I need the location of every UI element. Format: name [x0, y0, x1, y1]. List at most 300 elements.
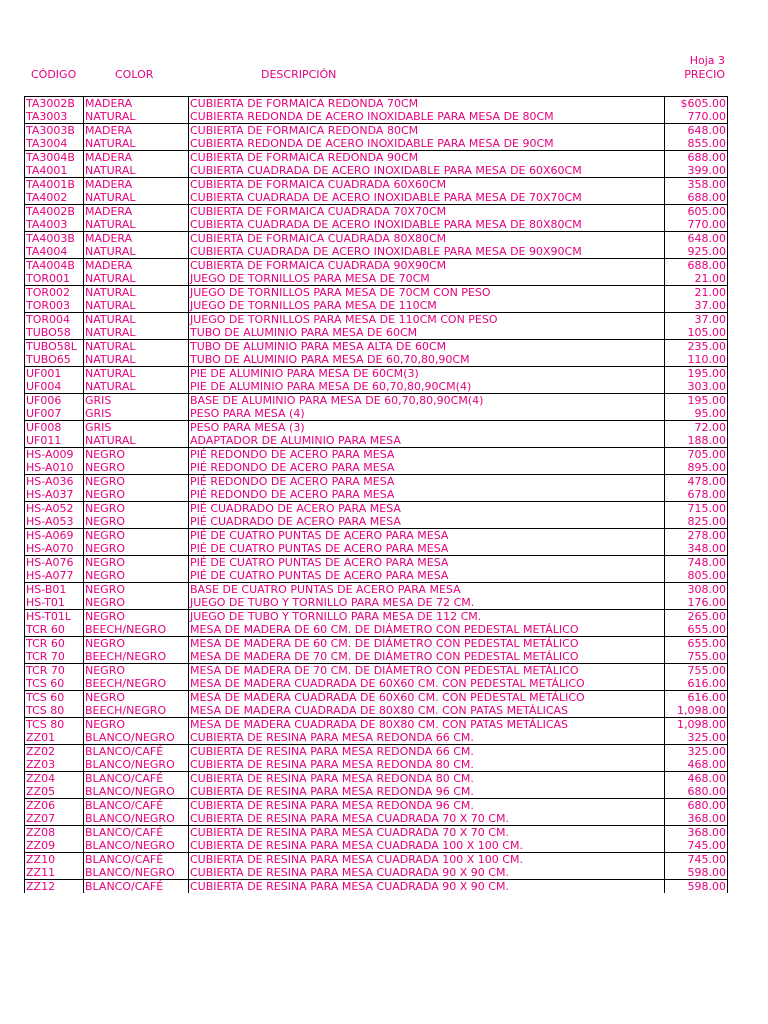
codigo-cell: HS-A009 — [25, 448, 84, 462]
precio-cell: 468.00 — [665, 758, 728, 772]
color-cell: BLANCO/NEGRO — [84, 812, 189, 826]
precio-cell: 105.00 — [665, 326, 728, 340]
column-header-color: COLOR — [115, 68, 154, 81]
codigo-cell: UF004 — [25, 380, 84, 394]
precio-cell: 705.00 — [665, 448, 728, 462]
color-cell: NATURAL — [84, 218, 189, 232]
precio-cell: 855.00 — [665, 137, 728, 151]
table-row — [25, 367, 728, 381]
color-cell: BEECH/NEGRO — [84, 677, 189, 691]
color-cell: BLANCO/NEGRO — [84, 758, 189, 772]
table-row — [25, 853, 728, 867]
descripcion-cell: CUBIERTA DE FORMAICA CUADRADA 60X60CM — [189, 178, 665, 192]
descripcion-cell: JUEGO DE TORNILLOS PARA MESA DE 70CM CON PESO — [189, 286, 665, 300]
codigo-cell: HS-A010 — [25, 461, 84, 475]
codigo-cell: ZZ12 — [25, 880, 84, 894]
descripcion-cell: PIÉ DE CUATRO PUNTAS DE ACERO PARA MESA — [189, 529, 665, 543]
column-header-descripcion: DESCRIPCIÓN — [261, 68, 337, 81]
descripcion-cell: MESA DE MADERA CUADRADA DE 60X60 CM. CON PEDESTAL METÁLICO — [189, 677, 665, 691]
descripcion-cell: ADAPTADOR DE ALUMINIO PARA MESA — [189, 434, 665, 448]
codigo-cell: HS-A037 — [25, 488, 84, 502]
precio-cell: 616.00 — [665, 691, 728, 705]
descripcion-cell: BASE DE ALUMINIO PARA MESA DE 60,70,80,90CM(4) — [189, 394, 665, 408]
table-row — [25, 110, 728, 124]
color-cell: NEGRO — [84, 583, 189, 597]
color-cell: MADERA — [84, 178, 189, 192]
precio-cell: 745.00 — [665, 853, 728, 867]
descripcion-cell: PIÉ DE CUATRO PUNTAS DE ACERO PARA MESA — [189, 542, 665, 556]
codigo-cell: HS-A069 — [25, 529, 84, 543]
color-cell: BEECH/NEGRO — [84, 623, 189, 637]
codigo-cell: TCR 60 — [25, 623, 84, 637]
codigo-cell: TA3003B — [25, 124, 84, 138]
color-cell: NATURAL — [84, 137, 189, 151]
page-label: Hoja 3 — [689, 54, 725, 67]
codigo-cell: ZZ04 — [25, 772, 84, 786]
color-cell: NEGRO — [84, 718, 189, 732]
descripcion-cell: CUBIERTA DE RESINA PARA MESA CUADRADA 70 X 70 CM. — [189, 826, 665, 840]
descripcion-cell: TUBO DE ALUMINIO PARA MESA ALTA DE 60CM — [189, 340, 665, 354]
table-row — [25, 664, 728, 678]
precio-cell: 37.00 — [665, 313, 728, 327]
color-cell: MADERA — [84, 259, 189, 273]
color-cell: BLANCO/CAFÉ — [84, 826, 189, 840]
table-row — [25, 380, 728, 394]
color-cell: NEGRO — [84, 515, 189, 529]
color-cell: NATURAL — [84, 353, 189, 367]
codigo-cell: TA3003 — [25, 110, 84, 124]
descripcion-cell: JUEGO DE TORNILLOS PARA MESA DE 110CM CON PESO — [189, 313, 665, 327]
color-cell: BLANCO/NEGRO — [84, 866, 189, 880]
descripcion-cell: CUBIERTA CUADRADA DE ACERO INOXIDABLE PARA MESA DE 60X60CM — [189, 164, 665, 178]
codigo-cell: TCR 70 — [25, 664, 84, 678]
table-row — [25, 245, 728, 259]
table-row — [25, 259, 728, 273]
descripcion-cell: TUBO DE ALUMINIO PARA MESA DE 60,70,80,90CM — [189, 353, 665, 367]
table-row — [25, 326, 728, 340]
codigo-cell: TA4002 — [25, 191, 84, 205]
color-cell: NEGRO — [84, 610, 189, 624]
precio-cell: 399.00 — [665, 164, 728, 178]
descripcion-cell: CUBIERTA DE FORMAICA CUADRADA 70X70CM — [189, 205, 665, 219]
descripcion-cell: TUBO DE ALUMINIO PARA MESA DE 60CM — [189, 326, 665, 340]
descripcion-cell: CUBIERTA REDONDA DE ACERO INOXIDABLE PARA MESA DE 90CM — [189, 137, 665, 151]
descripcion-cell: PIÉ DE CUATRO PUNTAS DE ACERO PARA MESA — [189, 556, 665, 570]
table-row — [25, 785, 728, 799]
descripcion-cell: CUBIERTA DE FORMAICA REDONDA 80CM — [189, 124, 665, 138]
descripcion-cell: CUBIERTA DE FORMAICA CUADRADA 90X90CM — [189, 259, 665, 273]
descripcion-cell: PIE DE ALUMINIO PARA MESA DE 60,70,80,90CM(4) — [189, 380, 665, 394]
descripcion-cell: MESA DE MADERA DE 60 CM. DE DIÁMETRO CON PEDESTAL METÁLICO — [189, 623, 665, 637]
descripcion-cell: MESA DE MADERA DE 70 CM. DE DIÁMETRO CON PEDESTAL METÁLICO — [189, 664, 665, 678]
precio-cell: 655.00 — [665, 623, 728, 637]
color-cell: GRIS — [84, 421, 189, 435]
codigo-cell: TA4004B — [25, 259, 84, 273]
descripcion-cell: JUEGO DE TORNILLOS PARA MESA DE 70CM — [189, 272, 665, 286]
table-row — [25, 583, 728, 597]
color-cell: BLANCO/CAFÉ — [84, 853, 189, 867]
precio-cell: 308.00 — [665, 583, 728, 597]
codigo-cell: TA3002B — [25, 97, 84, 111]
descripcion-cell: BASE DE CUATRO PUNTAS DE ACERO PARA MESA — [189, 583, 665, 597]
precio-cell: 188.00 — [665, 434, 728, 448]
precio-cell: 110.00 — [665, 353, 728, 367]
color-cell: BLANCO/CAFÉ — [84, 880, 189, 894]
color-cell: NATURAL — [84, 326, 189, 340]
table-row — [25, 799, 728, 813]
precio-cell: 598.00 — [665, 866, 728, 880]
codigo-cell: TCR 60 — [25, 637, 84, 651]
table-row — [25, 421, 728, 435]
color-cell: NATURAL — [84, 191, 189, 205]
codigo-cell: HS-A076 — [25, 556, 84, 570]
color-cell: NATURAL — [84, 434, 189, 448]
precio-cell: 616.00 — [665, 677, 728, 691]
descripcion-cell: PIÉ CUADRADO DE ACERO PARA MESA — [189, 515, 665, 529]
descripcion-cell: MESA DE MADERA CUADRADA DE 80X80 CM. CON PATAS METÁLICAS — [189, 718, 665, 732]
color-cell: NEGRO — [84, 542, 189, 556]
precio-cell: 325.00 — [665, 731, 728, 745]
descripcion-cell: PIÉ REDONDO DE ACERO PARA MESA — [189, 475, 665, 489]
precio-cell: 678.00 — [665, 488, 728, 502]
color-cell: NATURAL — [84, 299, 189, 313]
descripcion-cell: PIÉ REDONDO DE ACERO PARA MESA — [189, 488, 665, 502]
descripcion-cell: PESO PARA MESA (3) — [189, 421, 665, 435]
precio-cell: 688.00 — [665, 151, 728, 165]
descripcion-cell: CUBIERTA DE FORMAICA CUADRADA 80X80CM — [189, 232, 665, 246]
codigo-cell: UF008 — [25, 421, 84, 435]
color-cell: NATURAL — [84, 380, 189, 394]
table-row — [25, 839, 728, 853]
precio-cell: 303.00 — [665, 380, 728, 394]
color-cell: NATURAL — [84, 367, 189, 381]
precio-cell: 468.00 — [665, 772, 728, 786]
color-cell: BLANCO/NEGRO — [84, 839, 189, 853]
precio-cell: 770.00 — [665, 218, 728, 232]
table-row — [25, 596, 728, 610]
color-cell: NATURAL — [84, 313, 189, 327]
table-row — [25, 866, 728, 880]
codigo-cell: TUBO65 — [25, 353, 84, 367]
codigo-cell: TA3004 — [25, 137, 84, 151]
precio-cell: 770.00 — [665, 110, 728, 124]
precio-cell: 680.00 — [665, 799, 728, 813]
table-row — [25, 556, 728, 570]
precio-cell: 72.00 — [665, 421, 728, 435]
precio-cell: 655.00 — [665, 637, 728, 651]
codigo-cell: ZZ09 — [25, 839, 84, 853]
table-row — [25, 610, 728, 624]
codigo-cell: ZZ11 — [25, 866, 84, 880]
precio-cell: 358.00 — [665, 178, 728, 192]
precio-cell: 715.00 — [665, 502, 728, 516]
color-cell: BLANCO/CAFÉ — [84, 745, 189, 759]
codigo-cell: TA4004 — [25, 245, 84, 259]
table-row — [25, 569, 728, 583]
precio-cell: 605.00 — [665, 205, 728, 219]
codigo-cell: TA4003 — [25, 218, 84, 232]
table-row — [25, 691, 728, 705]
table-row — [25, 880, 728, 894]
descripcion-cell: PIÉ REDONDO DE ACERO PARA MESA — [189, 461, 665, 475]
precio-cell: 755.00 — [665, 650, 728, 664]
codigo-cell: HS-A053 — [25, 515, 84, 529]
color-cell: NEGRO — [84, 488, 189, 502]
table-row — [25, 151, 728, 165]
color-cell: MADERA — [84, 124, 189, 138]
descripcion-cell: PIÉ DE CUATRO PUNTAS DE ACERO PARA MESA — [189, 569, 665, 583]
descripcion-cell: CUBIERTA DE RESINA PARA MESA REDONDA 96 CM. — [189, 799, 665, 813]
precio-cell: 1,098.00 — [665, 704, 728, 718]
precio-cell: 598.00 — [665, 880, 728, 894]
table-row — [25, 529, 728, 543]
precio-cell: 1,098.00 — [665, 718, 728, 732]
codigo-cell: TOR002 — [25, 286, 84, 300]
codigo-cell: TCS 60 — [25, 691, 84, 705]
table-row — [25, 448, 728, 462]
precio-cell: 325.00 — [665, 745, 728, 759]
color-cell: NATURAL — [84, 164, 189, 178]
descripcion-cell: CUBIERTA DE RESINA PARA MESA REDONDA 66 CM. — [189, 745, 665, 759]
precio-cell: 755.00 — [665, 664, 728, 678]
color-cell: BEECH/NEGRO — [84, 704, 189, 718]
table-row — [25, 650, 728, 664]
table-row — [25, 286, 728, 300]
precio-cell: 368.00 — [665, 812, 728, 826]
table-row — [25, 340, 728, 354]
codigo-cell: TA4003B — [25, 232, 84, 246]
precio-cell: 688.00 — [665, 259, 728, 273]
precio-cell: 895.00 — [665, 461, 728, 475]
table-row — [25, 313, 728, 327]
descripcion-cell: CUBIERTA DE RESINA PARA MESA CUADRADA 100 X 100 CM. — [189, 853, 665, 867]
precio-cell: 37.00 — [665, 299, 728, 313]
color-cell: BLANCO/CAFÉ — [84, 799, 189, 813]
descripcion-cell: CUBIERTA DE RESINA PARA MESA CUADRADA 90 X 90 CM. — [189, 880, 665, 894]
codigo-cell: ZZ05 — [25, 785, 84, 799]
table-row — [25, 407, 728, 421]
codigo-cell: TCR 70 — [25, 650, 84, 664]
precio-cell: 745.00 — [665, 839, 728, 853]
codigo-cell: UF001 — [25, 367, 84, 381]
descripcion-cell: JUEGO DE TUBO Y TORNILLO PARA MESA DE 112 CM. — [189, 610, 665, 624]
codigo-cell: HS-B01 — [25, 583, 84, 597]
precio-cell: 805.00 — [665, 569, 728, 583]
table-row — [25, 475, 728, 489]
codigo-cell: ZZ01 — [25, 731, 84, 745]
table-row — [25, 623, 728, 637]
column-header-codigo: CÓDIGO — [31, 68, 77, 81]
precio-cell: 265.00 — [665, 610, 728, 624]
precio-cell: 648.00 — [665, 124, 728, 138]
color-cell: NEGRO — [84, 664, 189, 678]
price-table — [24, 96, 728, 893]
descripcion-cell: JUEGO DE TUBO Y TORNILLO PARA MESA DE 72 CM. — [189, 596, 665, 610]
precio-cell: 368.00 — [665, 826, 728, 840]
table-row — [25, 353, 728, 367]
table-row — [25, 434, 728, 448]
color-cell: MADERA — [84, 97, 189, 111]
descripcion-cell: PIÉ REDONDO DE ACERO PARA MESA — [189, 448, 665, 462]
codigo-cell: TCS 80 — [25, 704, 84, 718]
precio-cell: 478.00 — [665, 475, 728, 489]
codigo-cell: ZZ03 — [25, 758, 84, 772]
codigo-cell: UF007 — [25, 407, 84, 421]
color-cell: NEGRO — [84, 596, 189, 610]
color-cell: NEGRO — [84, 637, 189, 651]
descripcion-cell: CUBIERTA CUADRADA DE ACERO INOXIDABLE PARA MESA DE 70X70CM — [189, 191, 665, 205]
column-header-precio: PRECIO — [684, 68, 725, 81]
table-row — [25, 542, 728, 556]
color-cell: NATURAL — [84, 110, 189, 124]
color-cell: BLANCO/NEGRO — [84, 731, 189, 745]
table-row — [25, 677, 728, 691]
precio-cell: 176.00 — [665, 596, 728, 610]
color-cell: MADERA — [84, 232, 189, 246]
codigo-cell: TA3004B — [25, 151, 84, 165]
table-row — [25, 637, 728, 651]
descripcion-cell: CUBIERTA DE FORMAICA REDONDA 90CM — [189, 151, 665, 165]
precio-cell: 235.00 — [665, 340, 728, 354]
descripcion-cell: CUBIERTA DE FORMAICA REDONDA 70CM — [189, 97, 665, 111]
table-row — [25, 826, 728, 840]
codigo-cell: HS-T01L — [25, 610, 84, 624]
codigo-cell: TUBO58 — [25, 326, 84, 340]
table-row — [25, 97, 728, 111]
table-row — [25, 205, 728, 219]
codigo-cell: HS-A052 — [25, 502, 84, 516]
color-cell: NEGRO — [84, 502, 189, 516]
codigo-cell: UF011 — [25, 434, 84, 448]
table-row — [25, 745, 728, 759]
table-row — [25, 812, 728, 826]
descripcion-cell: CUBIERTA DE RESINA PARA MESA REDONDA 80 CM. — [189, 772, 665, 786]
descripcion-cell: CUBIERTA CUADRADA DE ACERO INOXIDABLE PARA MESA DE 80X80CM — [189, 218, 665, 232]
codigo-cell: TOR003 — [25, 299, 84, 313]
table-row — [25, 232, 728, 246]
precio-cell: 925.00 — [665, 245, 728, 259]
table-row — [25, 191, 728, 205]
codigo-cell: ZZ08 — [25, 826, 84, 840]
table-row — [25, 124, 728, 138]
codigo-cell: ZZ07 — [25, 812, 84, 826]
codigo-cell: TOR001 — [25, 272, 84, 286]
table-row — [25, 502, 728, 516]
table-row — [25, 299, 728, 313]
table-row — [25, 218, 728, 232]
precio-cell: 21.00 — [665, 286, 728, 300]
descripcion-cell: JUEGO DE TORNILLOS PARA MESA DE 110CM — [189, 299, 665, 313]
color-cell: NATURAL — [84, 286, 189, 300]
descripcion-cell: CUBIERTA DE RESINA PARA MESA CUADRADA 70 X 70 CM. — [189, 812, 665, 826]
codigo-cell: ZZ06 — [25, 799, 84, 813]
descripcion-cell: PIÉ CUADRADO DE ACERO PARA MESA — [189, 502, 665, 516]
codigo-cell: HS-A070 — [25, 542, 84, 556]
table-row — [25, 758, 728, 772]
codigo-cell: TA4001 — [25, 164, 84, 178]
table-row — [25, 718, 728, 732]
precio-cell: 21.00 — [665, 272, 728, 286]
precio-cell: 825.00 — [665, 515, 728, 529]
descripcion-cell: CUBIERTA CUADRADA DE ACERO INOXIDABLE PARA MESA DE 90X90CM — [189, 245, 665, 259]
color-cell: NEGRO — [84, 556, 189, 570]
precio-cell: 348.00 — [665, 542, 728, 556]
table-row — [25, 772, 728, 786]
precio-cell: 195.00 — [665, 394, 728, 408]
table-row — [25, 704, 728, 718]
precio-cell: 748.00 — [665, 556, 728, 570]
descripcion-cell: CUBIERTA DE RESINA PARA MESA REDONDA 96 CM. — [189, 785, 665, 799]
descripcion-cell: MESA DE MADERA DE 60 CM. DE DIÁMETRO CON PEDESTAL METÁLICO — [189, 637, 665, 651]
descripcion-cell: MESA DE MADERA CUADRADA DE 80X80 CM. CON PATAS METÁLICAS — [189, 704, 665, 718]
precio-cell: 648.00 — [665, 232, 728, 246]
color-cell: BEECH/NEGRO — [84, 650, 189, 664]
color-cell: NATURAL — [84, 272, 189, 286]
color-cell: NATURAL — [84, 340, 189, 354]
descripcion-cell: PIE DE ALUMINIO PARA MESA DE 60CM(3) — [189, 367, 665, 381]
precio-cell: $605.00 — [665, 97, 728, 111]
color-cell: NEGRO — [84, 475, 189, 489]
table-row — [25, 488, 728, 502]
color-cell: GRIS — [84, 407, 189, 421]
color-cell: MADERA — [84, 151, 189, 165]
table-row — [25, 394, 728, 408]
table-row — [25, 461, 728, 475]
table-row — [25, 272, 728, 286]
descripcion-cell: CUBIERTA DE RESINA PARA MESA REDONDA 80 CM. — [189, 758, 665, 772]
descripcion-cell: CUBIERTA DE RESINA PARA MESA CUADRADA 90 X 90 CM. — [189, 866, 665, 880]
descripcion-cell: MESA DE MADERA DE 70 CM. DE DIÁMETRO CON PEDESTAL METÁLICO — [189, 650, 665, 664]
descripcion-cell: CUBIERTA DE RESINA PARA MESA REDONDA 66 CM. — [189, 731, 665, 745]
codigo-cell: TCS 60 — [25, 677, 84, 691]
color-cell: BLANCO/CAFÉ — [84, 772, 189, 786]
table-row — [25, 515, 728, 529]
precio-cell: 680.00 — [665, 785, 728, 799]
color-cell: NEGRO — [84, 569, 189, 583]
precio-cell: 688.00 — [665, 191, 728, 205]
precio-cell: 95.00 — [665, 407, 728, 421]
color-cell: NEGRO — [84, 691, 189, 705]
codigo-cell: TUBO58L — [25, 340, 84, 354]
codigo-cell: TA4002B — [25, 205, 84, 219]
descripcion-cell: CUBIERTA REDONDA DE ACERO INOXIDABLE PARA MESA DE 80CM — [189, 110, 665, 124]
table-row — [25, 178, 728, 192]
descripcion-cell: MESA DE MADERA CUADRADA DE 60X60 CM. CON PEDESTAL METÁLICO — [189, 691, 665, 705]
color-cell: NATURAL — [84, 245, 189, 259]
codigo-cell: TA4001B — [25, 178, 84, 192]
codigo-cell: ZZ10 — [25, 853, 84, 867]
codigo-cell: TCS 80 — [25, 718, 84, 732]
codigo-cell: HS-A036 — [25, 475, 84, 489]
table-row — [25, 731, 728, 745]
codigo-cell: HS-T01 — [25, 596, 84, 610]
table-row — [25, 164, 728, 178]
codigo-cell: UF006 — [25, 394, 84, 408]
color-cell: NEGRO — [84, 461, 189, 475]
codigo-cell: ZZ02 — [25, 745, 84, 759]
table-row — [25, 137, 728, 151]
descripcion-cell: PESO PARA MESA (4) — [189, 407, 665, 421]
color-cell: GRIS — [84, 394, 189, 408]
codigo-cell: HS-A077 — [25, 569, 84, 583]
codigo-cell: TOR004 — [25, 313, 84, 327]
color-cell: BLANCO/NEGRO — [84, 785, 189, 799]
color-cell: MADERA — [84, 205, 189, 219]
precio-cell: 195.00 — [665, 367, 728, 381]
precio-cell: 278.00 — [665, 529, 728, 543]
descripcion-cell: CUBIERTA DE RESINA PARA MESA CUADRADA 100 X 100 CM. — [189, 839, 665, 853]
color-cell: NEGRO — [84, 529, 189, 543]
